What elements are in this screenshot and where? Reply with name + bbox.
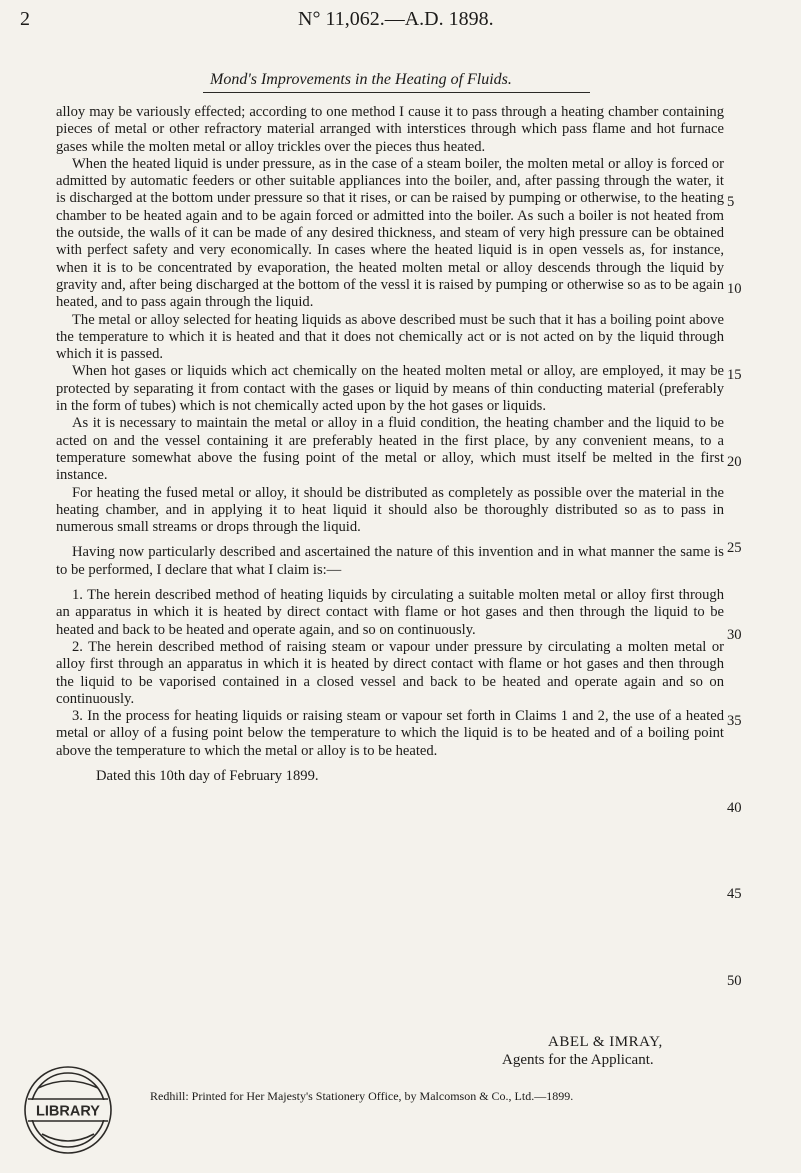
claims-list (56, 587, 724, 760)
running-title: Mond's Improvements in the Heating of Fluids. (210, 71, 512, 88)
paragraph: alloy may be variously effected; according to one method I cause it to pass through a heating chamber containing pieces of metal or other refractory material arranged with interstices through which pass flame and hot furnace gases while the molten metal or alloy trickles over the pieces thus heated. (56, 104, 724, 155)
paragraph: As it is necessary to maintain the metal or alloy in a fluid condition, the heating chamber and the liquid to be acted on and the vessel containing it are preferably heated in the first place, by any convenient means, to a temperature somewhat above the fusing point of the metal or alloy, which must itself be melted in the first instance. (56, 415, 724, 484)
specification-text (56, 104, 724, 785)
paragraph: When the heated liquid is under pressure, as in the case of a steam boiler, the molten metal or alloy is forced or admitted by automatic feeders or other suitable appliances into the boiler, and, after passing through the water, it is discharged at the bottom under pressure so that it rises, or can be raised by pumping or otherwise, to the heating chamber to be heated again and to be again forced or admitted into the boiler. As such a boiler is not heated from the outside, the walls of it can be made of any desired thickness, and steam of very high pressure can be obtained with perfect safety and very economically. In cases where the heated liquid is in open vessels as, for instance, when it is to be concentrated by evaporation, the heated molten metal or alloy descends through the liquid by gravity and, after being discharged at the bottom of the vessl it is raised by pumping or otherwise so as to be again heated, and to pass again through the liquid. (56, 155, 724, 311)
paragraph: For heating the fused metal or alloy, it should be distributed as completely as possible over the material in the heating chamber, and in applying it to heat liquid it should also be thoroughly distributed so as to pass in numerous small streams or drops through the liquid. (56, 484, 724, 536)
patent-number: N° 11,062.—A.D. 1898. (298, 8, 494, 30)
claim-intro: Having now particularly described and ascertained the nature of this invention and in what manner the same is to be performed, I declare that what I claim is:— (56, 544, 724, 578)
dated-line: Dated this 10th day of February 1899. (96, 767, 319, 784)
page-number: 2 (20, 8, 30, 30)
margin-line-number: 45 (727, 886, 742, 902)
margin-line-number: 30 (727, 627, 742, 643)
margin-line-number: 10 (727, 281, 742, 297)
paragraph: The metal or alloy selected for heating liquids as above described must be such that it has a boiling point above the temperature to which it is heated and that it does not chemically act or is not acted on by the liquid through which it is passed. (56, 311, 724, 363)
printer-imprint: Redhill: Printed for Her Majesty's Stationery Office, by Malcomson & Co., Ltd.—1899. (150, 1089, 574, 1103)
paragraph: When hot gases or liquids which act chemically on the heated molten metal or alloy, are employed, it may be protected by separating it from contact with the gases or liquid by means of thin conducting material (preferably in the form of tubes) which is not chemically acted upon by the hot gases or liquids. (56, 363, 724, 415)
margin-line-number: 20 (727, 454, 742, 470)
library-stamp (22, 1064, 114, 1156)
claim: 1. The herein described method of heating liquids by circulating a suitable molten metal or alloy first through an apparatus in which it is heated by direct contact with flame or hot gases and then through the liquid to be heated and back to be heated and operate again, and so on continuously. (56, 587, 724, 638)
margin-line-number: 35 (727, 713, 742, 729)
margin-line-number: 5 (727, 194, 735, 210)
title-underline (203, 92, 590, 93)
stamp-text: LIBRARY (36, 1103, 100, 1120)
agents-role: Agents for the Applicant. (502, 1052, 654, 1068)
margin-line-number: 25 (727, 540, 742, 556)
margin-line-number: 50 (727, 973, 742, 989)
claim: 3. In the process for heating liquids or raising steam or vapour set forth in Claims 1 and 2, the use of a heated metal or alloy of a fusing point below the temperature to which the liquid is to be heated and of a boiling point above the temperature to which the metal or alloy is to be heated. (56, 708, 724, 759)
claim: 2. The herein described method of raising steam or vapour under pressure by circulating a molten metal or alloy first through an apparatus in which it is heated by direct contact with flame or hot gases and then through the liquid to be vaporised contained in a closed vessel and back to be heated and operate again and so on continuously. (56, 638, 724, 707)
agents-name: ABEL & IMRAY, (548, 1034, 663, 1050)
margin-line-number: 15 (727, 367, 742, 383)
margin-line-number: 40 (727, 800, 742, 816)
